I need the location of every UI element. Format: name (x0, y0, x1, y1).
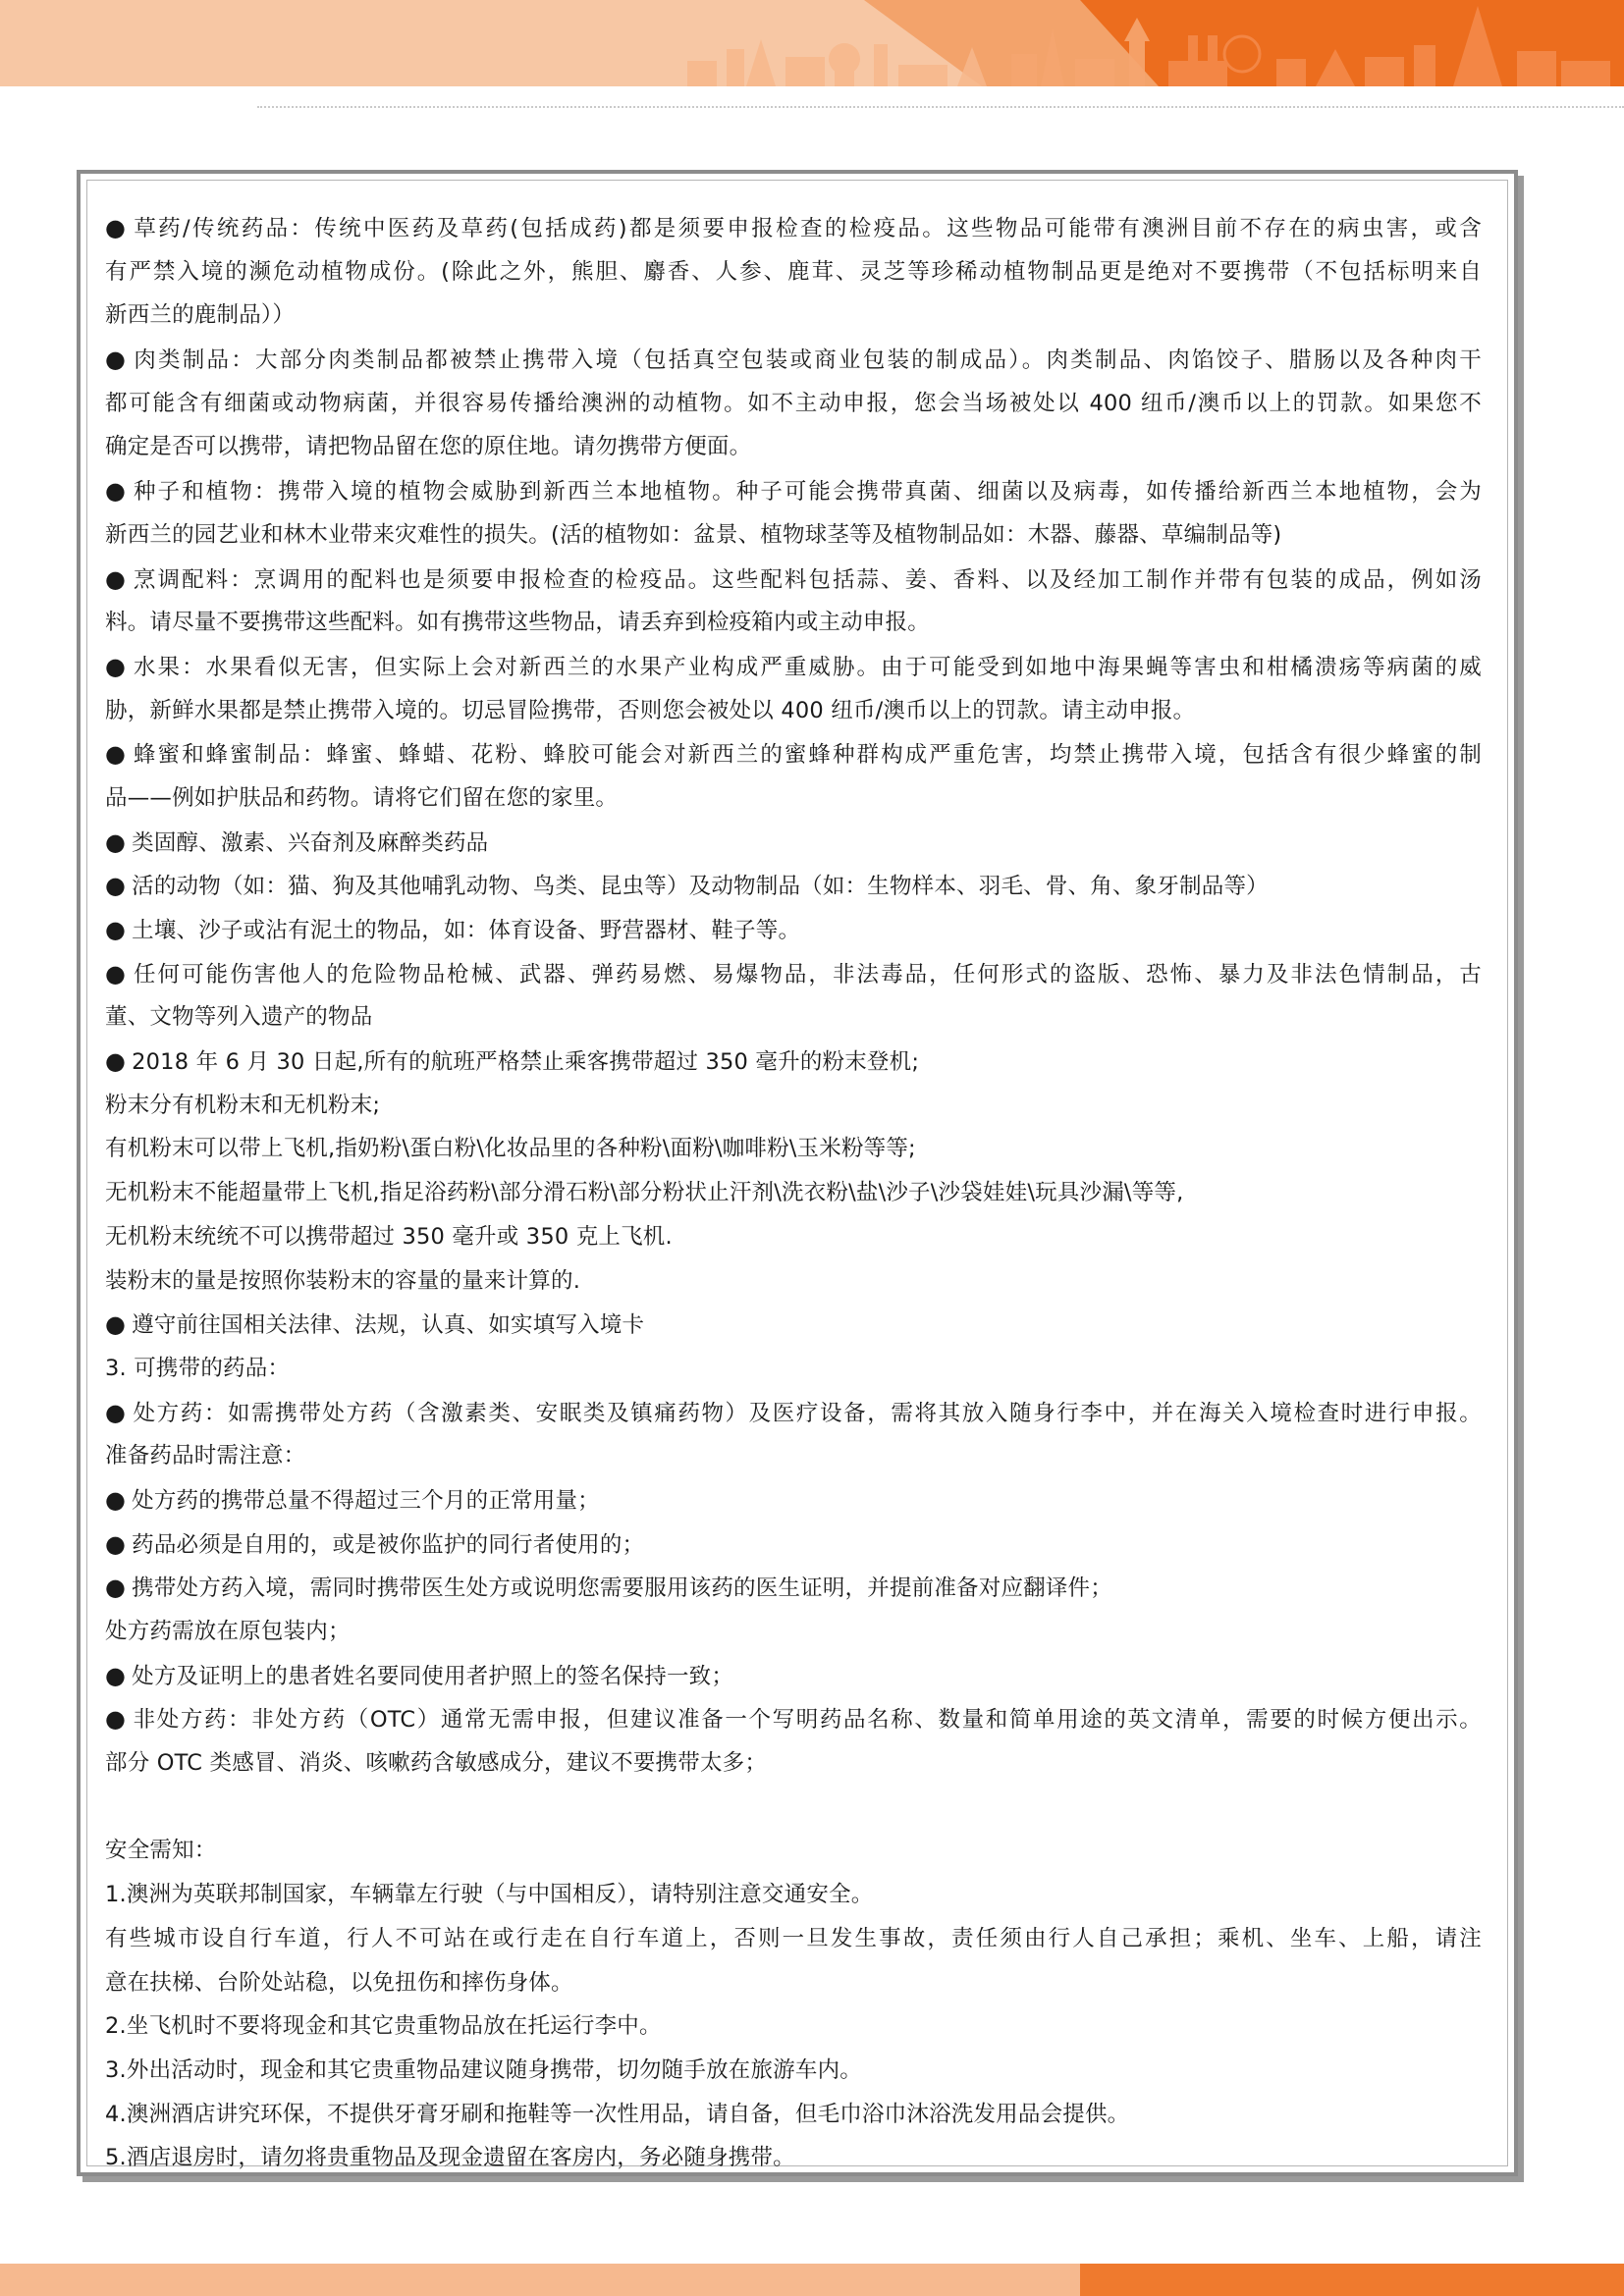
text-line (105, 1347, 1482, 1391)
bullet-list-item (105, 338, 1482, 382)
bullet-icon: ● (105, 214, 129, 241)
text-line (105, 2136, 1482, 2180)
bullet-icon: ● (105, 740, 128, 769)
text-line (105, 2049, 1482, 2093)
line-text: 确定是否可以携带，请把物品留在您的原住地。请勿携带方便面。 (105, 434, 752, 460)
line-text: 任何可能伤害他人的危险物品枪械、武器、弹药易燃、易爆物品，非法毒品，任何形式的盗版、恐怖、暴力及非法色情制品，古 (134, 961, 1482, 988)
text-line (105, 2093, 1482, 2137)
line-text: 2.坐飞机时不要将现金和其它贵重物品放在托运行李中。 (105, 2013, 662, 2040)
line-text: 草药/传统药品：传统中医药及草药(包括成药)都是须要申报检查的检疫品。这些物品可能带有澳洲目前不存在的病虫害，或含 (134, 216, 1482, 241)
line-text: 新西兰的园艺业和林木业带来灾难性的损失。(活的植物如：盆景、植物球茎等及植物制品如：木器、藤器、草编制品等) (105, 521, 1282, 548)
line-text: 装粉末的量是按照你装粉末的容量的量来计算的. (105, 1267, 581, 1294)
line-text: 烹调配料：烹调用的配料也是须要申报检查的检疫品。这些配料包括蒜、姜、香料、以及经加工制作并带有包装的成品，例如汤 (134, 566, 1482, 593)
text-line (105, 250, 1482, 294)
bullet-icon: ● (105, 652, 128, 680)
bullet-icon: ● (105, 564, 128, 593)
line-text: 水果：水果看似无害，但实际上会对新西兰的水果产业构成严重威胁。由于可能受到如地中海果蝇等害虫和柑橘溃疡等病菌的威 (134, 654, 1482, 680)
bullet-list-item (105, 821, 1482, 865)
bullet-list-item (105, 469, 1482, 513)
bullet-icon: ● (105, 1485, 127, 1514)
header-banner (0, 0, 1624, 86)
bullet-icon: ● (105, 872, 127, 900)
content-frame (77, 170, 1518, 2176)
header-rule (257, 106, 1624, 108)
text-line (105, 689, 1482, 733)
bullet-list-item (105, 1522, 1482, 1567)
line-text: 5.酒店退房时，请勿将贵重物品及现金遗留在客房内，务必随身携带。 (105, 2145, 795, 2171)
text-line (105, 425, 1482, 469)
line-text: 蜂蜜和蜂蜜制品：蜂蜜、蜂蜡、花粉、蜂胶可能会对新西兰的蜜蜂种群构成严重危害，均禁止携带入境，包括含有很少蜂蜜的制 (134, 742, 1482, 769)
text-line (105, 1215, 1482, 1259)
bullet-icon: ● (105, 916, 127, 943)
text-line (105, 1434, 1482, 1478)
line-text: 处方及证明上的患者姓名要同使用者护照上的签名保持一致； (132, 1663, 734, 1689)
content-body (86, 180, 1508, 2171)
line-text: 有机粉末可以带上飞机,指奶粉\蛋白粉\化妆品里的各种粉\面粉\咖啡粉\玉米粉等等; (105, 1136, 916, 1162)
bullet-list-item (105, 952, 1482, 996)
line-text: 都可能含有细菌或动物病菌，并很容易传播给澳洲的动植物。如不主动申报，您会当场被处以 400 纽币/澳币以上的罚款。如果您不 (105, 390, 1482, 416)
line-text: 处方药：如需携带处方药（含激素类、安眠类及镇痛药物）及医疗设备，需将其放入随身行李中，并在海关入境检查时进行申报。 (133, 1400, 1482, 1426)
line-text: 3. 可携带的药品： (105, 1355, 291, 1381)
bullet-list-item (105, 1566, 1482, 1610)
text-line (105, 1741, 1482, 1786)
text-line (105, 1610, 1482, 1654)
line-text: 新西兰的鹿制品）） (105, 302, 296, 329)
bullet-list-item (105, 908, 1482, 952)
line-text: 处方药的携带总量不得超过三个月的正常用量； (132, 1487, 600, 1514)
text-line (105, 2004, 1482, 2049)
line-text: 类固醇、激素、兴奋剂及麻醉类药品 (132, 829, 489, 856)
text-line (105, 601, 1482, 645)
bullet-icon: ● (105, 1529, 127, 1558)
bullet-list-item (105, 732, 1482, 776)
text-line (105, 1786, 1482, 1830)
text-line (105, 1259, 1482, 1304)
bullet-icon: ● (105, 477, 128, 506)
bullet-list-item (105, 1303, 1482, 1347)
bullet-icon: ● (105, 1705, 128, 1734)
text-line (105, 1171, 1482, 1215)
line-text: 种子和植物：携带入境的植物会威胁到新西兰本地植物。种子可能会携带真菌、细菌以及病毒，如传播给新西兰本地植物，会为 (134, 479, 1482, 506)
text-line (105, 382, 1482, 426)
bullet-icon: ● (105, 346, 129, 374)
text-line (105, 294, 1482, 338)
bullet-list-item (105, 1040, 1482, 1084)
line-text: 2018 年 6 月 30 日起,所有的航班严格禁止乘客携带超过 350 毫升的粉末登机; (132, 1049, 920, 1076)
line-text: 3.外出活动时，现金和其它贵重物品建议随身携带，切勿随手放在旅游车内。 (105, 2056, 862, 2083)
line-text: 粉末分有机粉末和无机粉末; (105, 1092, 381, 1118)
text-line (105, 1127, 1482, 1171)
text-line (105, 776, 1482, 821)
text-line (105, 513, 1482, 558)
line-text: 料。请尽量不要携带这些配料。如有携带这些物品，请丢弃到检疫箱内或主动申报。 (105, 610, 930, 636)
footer-bar-accent (1080, 2264, 1624, 2296)
bullet-list-item (105, 1654, 1482, 1698)
line-text: 土壤、沙子或沾有泥土的物品，如：体育设备、野营器材、鞋子等。 (132, 918, 801, 943)
bullet-list-item (105, 864, 1482, 908)
bullet-list-item (105, 1391, 1482, 1435)
bullet-icon: ● (105, 959, 128, 988)
line-text: 肉类制品：大部分肉类制品都被禁止携带入境（包括真空包装或商业包装的制成品）。肉类制品、肉馅饺子、腊肠以及各种肉干 (134, 347, 1482, 374)
line-text: 携带处方药入境，需同时携带医生处方或说明您需要服用该药的医生证明，并提前准备对应翻译件； (132, 1575, 1112, 1602)
bullet-icon: ● (105, 1574, 127, 1602)
line-text: 药品必须是自用的，或是被你监护的同行者使用的； (132, 1531, 645, 1558)
text-line (105, 995, 1482, 1040)
text-line (105, 1084, 1482, 1128)
bullet-icon: ● (105, 1047, 127, 1076)
bullet-list-item (105, 206, 1482, 250)
line-text: 遵守前往国相关法律、法规，认真、如实填写入境卡 (132, 1312, 645, 1339)
text-line (105, 1829, 1482, 1873)
text-line (105, 1961, 1482, 2005)
bullet-list-item (105, 1478, 1482, 1522)
bullet-list-item (105, 1697, 1482, 1741)
line-text: 无机粉末统统不可以携带超过 350 毫升或 350 克上飞机. (105, 1223, 673, 1250)
line-text: 非处方药：非处方药（OTC）通常无需申报，但建议准备一个写明药品名称、数量和简单用途的英文清单，需要的时候方便出示。 (133, 1707, 1482, 1734)
line-text: 1.澳洲为英联邦制国家，车辆靠左行驶（与中国相反），请特别注意交通安全。 (105, 1882, 874, 1908)
text-line (105, 1917, 1482, 1961)
bullet-list-item (105, 558, 1482, 602)
city-skyline-illustration (0, 0, 1624, 86)
line-text: 安全需知： (105, 1838, 217, 1864)
line-text: 无机粉末不能超量带上飞机,指足浴药粉\部分滑石粉\部分粉状止汗剂\洗衣粉\盐\沙子\沙袋娃娃\玩具沙漏\等等, (105, 1180, 1184, 1206)
line-text: 有些城市设自行车道，行人不可站在或行走在自行车道上，否则一旦发生事故，责任须由行人自己承担；乘机、坐车、上船，请注 (105, 1925, 1482, 1951)
bullet-icon: ● (105, 1398, 128, 1426)
line-text: 部分 OTC 类感冒、消炎、咳嗽药含敏感成分，建议不要携带太多； (105, 1750, 768, 1777)
line-text: 胁，新鲜水果都是禁止携带入境的。切忌冒险携带，否则您会被处以 400 纽币/澳币以上的罚款。请主动申报。 (105, 697, 1196, 723)
line-text: 4.澳洲酒店讲究环保，不提供牙膏牙刷和拖鞋等一次性用品，请自备，但毛巾浴巾沐浴洗发用品会提供。 (105, 2101, 1130, 2127)
bullet-icon: ● (105, 1310, 127, 1339)
bullet-icon: ● (105, 1661, 127, 1689)
line-text: 品——例如护肤品和药物。请将它们留在您的家里。 (105, 784, 619, 811)
line-text: 处方药需放在原包装内； (105, 1619, 351, 1644)
line-text: 有严禁入境的濒危动植物成份。(除此之外，熊胆、麝香、人参、鹿茸、灵芝等珍稀动植物制品更是绝对不要携带（不包括标明来自 (105, 258, 1482, 285)
line-text: 准备药品时需注意： (105, 1443, 306, 1469)
bullet-list-item (105, 645, 1482, 689)
line-text: 活的动物（如：猫、狗及其他哺乳动物、鸟类、昆虫等）及动物制品（如：生物样本、羽毛、骨、角、象牙制品等） (132, 874, 1269, 900)
line-text: 意在扶梯、台阶处站稳，以免扭伤和摔伤身体。 (105, 1969, 573, 1996)
line-text: 董、文物等列入遗产的物品 (105, 1004, 373, 1031)
text-line (105, 1873, 1482, 1917)
bullet-icon: ● (105, 828, 127, 856)
